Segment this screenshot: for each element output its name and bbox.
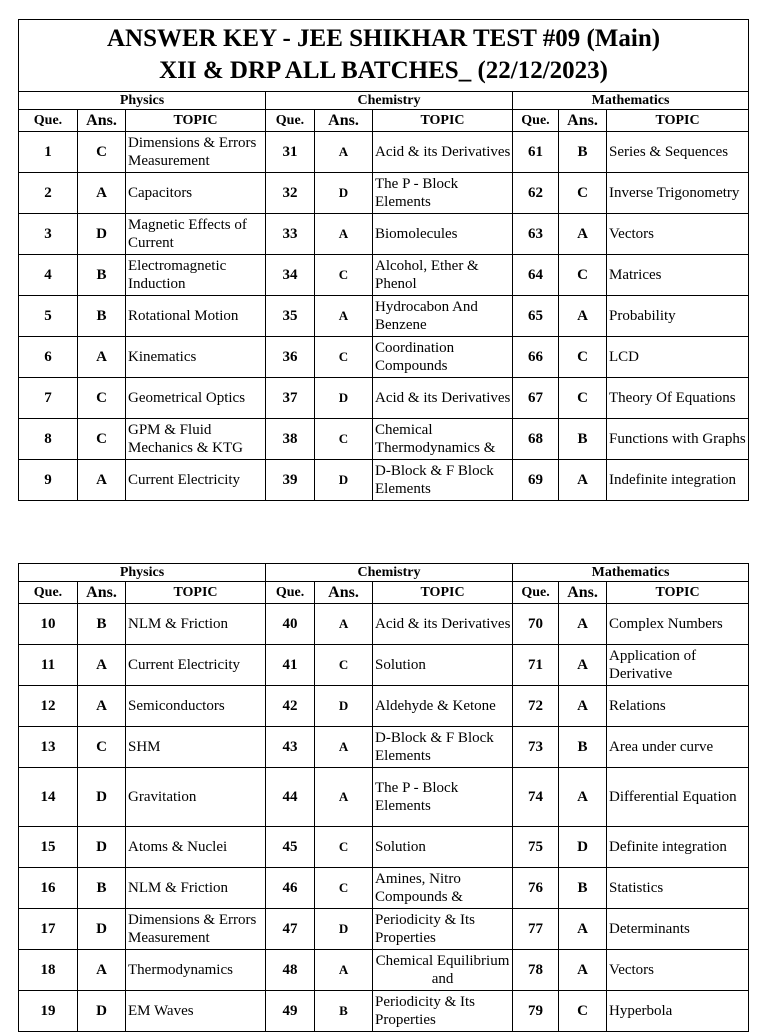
chemistry-answer: C bbox=[315, 827, 373, 868]
physics-answer: B bbox=[78, 604, 126, 645]
physics-question-number: 19 bbox=[19, 991, 78, 1032]
mathematics-topic: Series & Sequences bbox=[607, 132, 749, 173]
table-row bbox=[19, 604, 749, 645]
physics-question-number: 16 bbox=[19, 868, 78, 909]
mathematics-question-number: 61 bbox=[513, 132, 559, 173]
subject-header-row bbox=[19, 564, 749, 582]
chemistry-answer: D bbox=[315, 460, 373, 501]
chemistry-topic: Amines, Nitro Compounds & bbox=[373, 868, 513, 909]
subject-chemistry: Chemistry bbox=[266, 92, 513, 110]
mathematics-question-number: 68 bbox=[513, 419, 559, 460]
physics-question-number: 1 bbox=[19, 132, 78, 173]
chemistry-question-number: 44 bbox=[266, 768, 315, 827]
subject-mathematics: Mathematics bbox=[513, 564, 749, 582]
physics-answer: D bbox=[78, 991, 126, 1032]
chemistry-answer: A bbox=[315, 132, 373, 173]
subject-mathematics: Mathematics bbox=[513, 92, 749, 110]
chemistry-question-number: 39 bbox=[266, 460, 315, 501]
col-header-ans: Ans. bbox=[78, 110, 126, 132]
mathematics-answer: A bbox=[559, 768, 607, 827]
mathematics-answer: A bbox=[559, 686, 607, 727]
mathematics-answer: A bbox=[559, 909, 607, 950]
physics-topic: GPM & Fluid Mechanics & KTG bbox=[126, 419, 266, 460]
mathematics-question-number: 71 bbox=[513, 645, 559, 686]
mathematics-topic: LCD bbox=[607, 337, 749, 378]
mathematics-question-number: 72 bbox=[513, 686, 559, 727]
table-row bbox=[19, 255, 749, 296]
chemistry-topic: Acid & its Derivatives bbox=[373, 604, 513, 645]
mathematics-question-number: 69 bbox=[513, 460, 559, 501]
physics-answer: D bbox=[78, 909, 126, 950]
title-line-1: ANSWER KEY - JEE SHIKHAR TEST #09 (Main) bbox=[106, 25, 661, 52]
physics-question-number: 10 bbox=[19, 604, 78, 645]
physics-question-number: 3 bbox=[19, 214, 78, 255]
physics-answer: B bbox=[78, 255, 126, 296]
physics-answer: C bbox=[78, 132, 126, 173]
chemistry-topic: Alcohol, Ether & Phenol bbox=[373, 255, 513, 296]
table-row bbox=[19, 950, 749, 991]
physics-question-number: 12 bbox=[19, 686, 78, 727]
physics-answer: A bbox=[78, 460, 126, 501]
mathematics-topic: Indefinite integration bbox=[607, 460, 749, 501]
table-row bbox=[19, 132, 749, 173]
mathematics-question-number: 73 bbox=[513, 727, 559, 768]
chemistry-topic: Solution bbox=[373, 645, 513, 686]
mathematics-question-number: 63 bbox=[513, 214, 559, 255]
mathematics-answer: B bbox=[559, 419, 607, 460]
answer-key-table-1 bbox=[18, 19, 749, 501]
table-row bbox=[19, 868, 749, 909]
chemistry-topic: Periodicity & Its Properties bbox=[373, 909, 513, 950]
chemistry-answer: A bbox=[315, 604, 373, 645]
chemistry-question-number: 42 bbox=[266, 686, 315, 727]
col-header-que: Que. bbox=[513, 582, 559, 604]
mathematics-topic: Determinants bbox=[607, 909, 749, 950]
chemistry-answer: D bbox=[315, 909, 373, 950]
chemistry-topic: Chemical Equilibrium and bbox=[373, 950, 513, 991]
table-row bbox=[19, 909, 749, 950]
chemistry-question-number: 48 bbox=[266, 950, 315, 991]
table-row bbox=[19, 686, 749, 727]
chemistry-answer: B bbox=[315, 991, 373, 1032]
chemistry-topic: Chemical Thermodynamics & bbox=[373, 419, 513, 460]
table-row bbox=[19, 214, 749, 255]
physics-answer: D bbox=[78, 214, 126, 255]
physics-answer: A bbox=[78, 337, 126, 378]
physics-question-number: 13 bbox=[19, 727, 78, 768]
physics-question-number: 2 bbox=[19, 173, 78, 214]
mathematics-answer: A bbox=[559, 214, 607, 255]
col-header-topic: TOPIC bbox=[373, 110, 513, 132]
table-row bbox=[19, 460, 749, 501]
mathematics-question-number: 77 bbox=[513, 909, 559, 950]
col-header-que: Que. bbox=[266, 582, 315, 604]
mathematics-answer: B bbox=[559, 727, 607, 768]
physics-topic: Gravitation bbox=[126, 768, 266, 827]
chemistry-topic: Aldehyde & Ketone bbox=[373, 686, 513, 727]
physics-topic: Geometrical Optics bbox=[126, 378, 266, 419]
mathematics-answer: A bbox=[559, 950, 607, 991]
col-header-ans: Ans. bbox=[559, 110, 607, 132]
col-header-ans: Ans. bbox=[559, 582, 607, 604]
physics-topic: Magnetic Effects of Current bbox=[126, 214, 266, 255]
physics-topic: EM Waves bbox=[126, 991, 266, 1032]
mathematics-topic: Complex Numbers bbox=[607, 604, 749, 645]
chemistry-topic: Periodicity & Its Properties bbox=[373, 991, 513, 1032]
table-row bbox=[19, 645, 749, 686]
physics-answer: D bbox=[78, 768, 126, 827]
physics-question-number: 8 bbox=[19, 419, 78, 460]
mathematics-question-number: 70 bbox=[513, 604, 559, 645]
column-header-row bbox=[19, 110, 749, 132]
mathematics-answer: B bbox=[559, 132, 607, 173]
mathematics-topic: Application of Derivative bbox=[607, 645, 749, 686]
chemistry-answer: D bbox=[315, 686, 373, 727]
chemistry-question-number: 38 bbox=[266, 419, 315, 460]
mathematics-answer: C bbox=[559, 378, 607, 419]
col-header-que: Que. bbox=[266, 110, 315, 132]
physics-answer: C bbox=[78, 419, 126, 460]
chemistry-topic: Coordination Compounds bbox=[373, 337, 513, 378]
physics-answer: D bbox=[78, 827, 126, 868]
mathematics-topic: Statistics bbox=[607, 868, 749, 909]
subject-physics: Physics bbox=[19, 92, 266, 110]
physics-topic: Current Electricity bbox=[126, 645, 266, 686]
chemistry-answer: A bbox=[315, 727, 373, 768]
chemistry-question-number: 35 bbox=[266, 296, 315, 337]
physics-topic: Thermodynamics bbox=[126, 950, 266, 991]
col-header-ans: Ans. bbox=[315, 582, 373, 604]
physics-topic: Capacitors bbox=[126, 173, 266, 214]
physics-topic: NLM & Friction bbox=[126, 868, 266, 909]
col-header-topic: TOPIC bbox=[607, 110, 749, 132]
title-block bbox=[19, 20, 749, 92]
chemistry-question-number: 34 bbox=[266, 255, 315, 296]
physics-topic: Semiconductors bbox=[126, 686, 266, 727]
chemistry-question-number: 31 bbox=[266, 132, 315, 173]
physics-question-number: 7 bbox=[19, 378, 78, 419]
physics-answer: A bbox=[78, 686, 126, 727]
physics-answer: C bbox=[78, 727, 126, 768]
mathematics-question-number: 67 bbox=[513, 378, 559, 419]
table-row bbox=[19, 727, 749, 768]
col-header-que: Que. bbox=[19, 110, 78, 132]
mathematics-answer: C bbox=[559, 337, 607, 378]
mathematics-answer: A bbox=[559, 460, 607, 501]
chemistry-answer: A bbox=[315, 214, 373, 255]
mathematics-answer: A bbox=[559, 604, 607, 645]
physics-question-number: 17 bbox=[19, 909, 78, 950]
chemistry-question-number: 40 bbox=[266, 604, 315, 645]
mathematics-question-number: 79 bbox=[513, 991, 559, 1032]
chemistry-question-number: 36 bbox=[266, 337, 315, 378]
table-row bbox=[19, 296, 749, 337]
physics-topic: Dimensions & Errors Measurement bbox=[126, 909, 266, 950]
physics-answer: A bbox=[78, 950, 126, 991]
physics-topic: Current Electricity bbox=[126, 460, 266, 501]
physics-answer: B bbox=[78, 868, 126, 909]
mathematics-topic: Relations bbox=[607, 686, 749, 727]
physics-question-number: 18 bbox=[19, 950, 78, 991]
mathematics-topic: Hyperbola bbox=[607, 991, 749, 1032]
chemistry-answer: C bbox=[315, 645, 373, 686]
physics-question-number: 5 bbox=[19, 296, 78, 337]
physics-topic: Rotational Motion bbox=[126, 296, 266, 337]
physics-answer: A bbox=[78, 173, 126, 214]
column-header-row bbox=[19, 582, 749, 604]
col-header-topic: TOPIC bbox=[126, 582, 266, 604]
mathematics-topic: Definite integration bbox=[607, 827, 749, 868]
physics-answer: C bbox=[78, 378, 126, 419]
chemistry-question-number: 47 bbox=[266, 909, 315, 950]
mathematics-question-number: 78 bbox=[513, 950, 559, 991]
physics-question-number: 4 bbox=[19, 255, 78, 296]
chemistry-topic: Acid & its Derivatives bbox=[373, 132, 513, 173]
mathematics-question-number: 75 bbox=[513, 827, 559, 868]
table-1-body bbox=[19, 132, 749, 501]
col-header-ans: Ans. bbox=[315, 110, 373, 132]
physics-topic: Dimensions & Errors Measurement bbox=[126, 132, 266, 173]
mathematics-answer: B bbox=[559, 868, 607, 909]
physics-answer: B bbox=[78, 296, 126, 337]
physics-topic: Electromagnetic Induction bbox=[126, 255, 266, 296]
mathematics-topic: Area under curve bbox=[607, 727, 749, 768]
table-row bbox=[19, 827, 749, 868]
chemistry-question-number: 32 bbox=[266, 173, 315, 214]
subject-header-row bbox=[19, 92, 749, 110]
col-header-ans: Ans. bbox=[78, 582, 126, 604]
mathematics-answer: D bbox=[559, 827, 607, 868]
mathematics-answer: C bbox=[559, 173, 607, 214]
chemistry-answer: C bbox=[315, 337, 373, 378]
physics-topic: SHM bbox=[126, 727, 266, 768]
chemistry-question-number: 37 bbox=[266, 378, 315, 419]
chemistry-question-number: 33 bbox=[266, 214, 315, 255]
chemistry-answer: C bbox=[315, 255, 373, 296]
chemistry-answer: A bbox=[315, 296, 373, 337]
mathematics-question-number: 64 bbox=[513, 255, 559, 296]
mathematics-question-number: 65 bbox=[513, 296, 559, 337]
chemistry-answer: C bbox=[315, 419, 373, 460]
table-row bbox=[19, 378, 749, 419]
chemistry-topic: Solution bbox=[373, 827, 513, 868]
chemistry-topic: Hydrocabon And Benzene bbox=[373, 296, 513, 337]
mathematics-answer: A bbox=[559, 645, 607, 686]
chemistry-topic: D-Block & F Block Elements bbox=[373, 727, 513, 768]
chemistry-question-number: 46 bbox=[266, 868, 315, 909]
mathematics-topic: Theory Of Equations bbox=[607, 378, 749, 419]
col-header-que: Que. bbox=[513, 110, 559, 132]
table-row bbox=[19, 768, 749, 827]
mathematics-topic: Inverse Trigonometry bbox=[607, 173, 749, 214]
table-row bbox=[19, 419, 749, 460]
subject-chemistry: Chemistry bbox=[266, 564, 513, 582]
mathematics-topic: Functions with Graphs bbox=[607, 419, 749, 460]
chemistry-topic: Acid & its Derivatives bbox=[373, 378, 513, 419]
col-header-topic: TOPIC bbox=[126, 110, 266, 132]
chemistry-topic: The P - Block Elements bbox=[373, 173, 513, 214]
mathematics-topic: Vectors bbox=[607, 214, 749, 255]
mathematics-topic: Vectors bbox=[607, 950, 749, 991]
chemistry-topic: D-Block & F Block Elements bbox=[373, 460, 513, 501]
physics-question-number: 9 bbox=[19, 460, 78, 501]
physics-topic: NLM & Friction bbox=[126, 604, 266, 645]
chemistry-answer: C bbox=[315, 868, 373, 909]
mathematics-question-number: 76 bbox=[513, 868, 559, 909]
chemistry-question-number: 41 bbox=[266, 645, 315, 686]
chemistry-answer: A bbox=[315, 768, 373, 827]
mathematics-question-number: 74 bbox=[513, 768, 559, 827]
chemistry-question-number: 45 bbox=[266, 827, 315, 868]
mathematics-topic: Probability bbox=[607, 296, 749, 337]
physics-topic: Kinematics bbox=[126, 337, 266, 378]
mathematics-topic: Differential Equation bbox=[607, 768, 749, 827]
table-row bbox=[19, 337, 749, 378]
mathematics-question-number: 62 bbox=[513, 173, 559, 214]
mathematics-question-number: 66 bbox=[513, 337, 559, 378]
table-2-body bbox=[19, 604, 749, 1032]
subject-physics: Physics bbox=[19, 564, 266, 582]
table-row bbox=[19, 173, 749, 214]
mathematics-answer: A bbox=[559, 296, 607, 337]
chemistry-answer: A bbox=[315, 950, 373, 991]
title-line-2: XII & DRP ALL BATCHES_ (22/12/2023) bbox=[159, 57, 608, 84]
col-header-topic: TOPIC bbox=[373, 582, 513, 604]
chemistry-answer: D bbox=[315, 378, 373, 419]
physics-question-number: 11 bbox=[19, 645, 78, 686]
chemistry-question-number: 49 bbox=[266, 991, 315, 1032]
physics-answer: A bbox=[78, 645, 126, 686]
chemistry-topic: The P - Block Elements bbox=[373, 768, 513, 827]
col-header-que: Que. bbox=[19, 582, 78, 604]
col-header-topic: TOPIC bbox=[607, 582, 749, 604]
mathematics-answer: C bbox=[559, 255, 607, 296]
mathematics-topic: Matrices bbox=[607, 255, 749, 296]
answer-key-table-2 bbox=[18, 563, 749, 1032]
physics-question-number: 14 bbox=[19, 768, 78, 827]
table-row bbox=[19, 991, 749, 1032]
chemistry-question-number: 43 bbox=[266, 727, 315, 768]
physics-question-number: 15 bbox=[19, 827, 78, 868]
physics-topic: Atoms & Nuclei bbox=[126, 827, 266, 868]
mathematics-answer: C bbox=[559, 991, 607, 1032]
chemistry-answer: D bbox=[315, 173, 373, 214]
chemistry-topic: Biomolecules bbox=[373, 214, 513, 255]
physics-question-number: 6 bbox=[19, 337, 78, 378]
